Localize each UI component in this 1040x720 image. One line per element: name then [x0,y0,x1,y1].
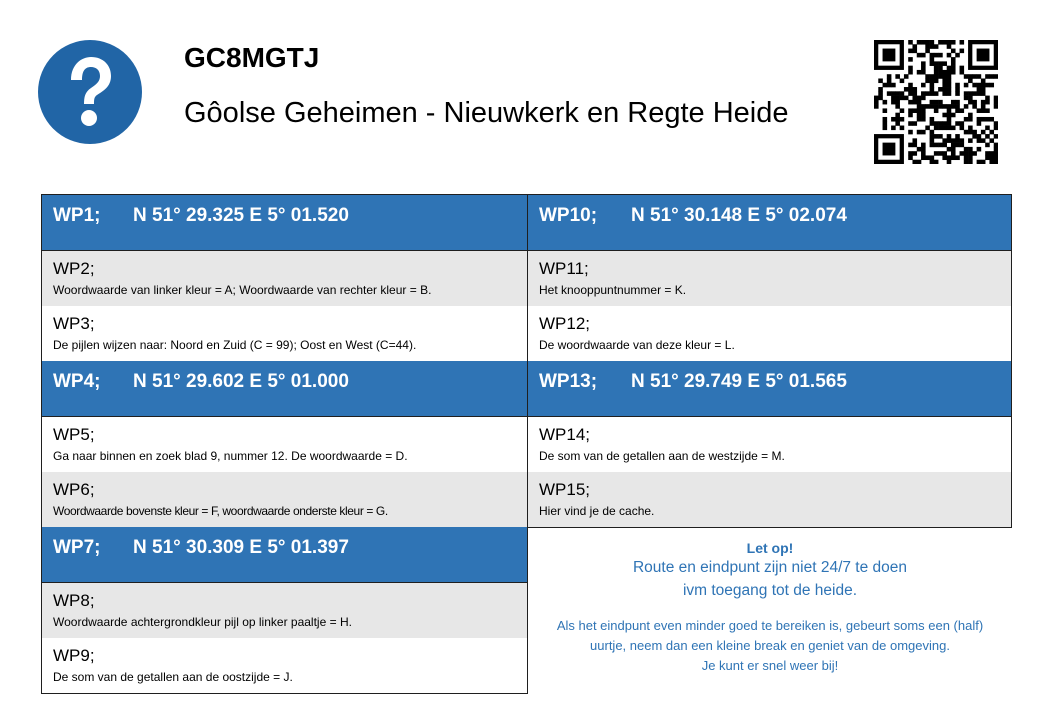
wp13-id: WP13; [539,371,598,392]
question-mark-icon [38,40,142,144]
waypoints-right-column [527,194,1012,528]
wp10-coordinates: N 51° 30.148 E 5° 02.074 [631,205,847,226]
notice-details-text: Als het eindpunt even minder goed te bereiken is, gebeurt soms een (half) uurtje, neem dan een kleine break en geniet van de omgeving. [556,618,984,653]
wp3-id: WP3; [53,314,95,333]
wp4-coordinates: N 51° 29.602 E 5° 01.000 [133,371,349,392]
waypoint-wp13 [528,361,1011,417]
waypoint-wp11 [528,251,1011,306]
wp5-instruction: Ga naar binnen en zoek blad 9, nummer 12. De woordwaarde = D. [53,449,408,463]
wp4-id: WP4; [53,371,101,392]
wp9-instruction: De som van de getallen aan de oostzijde = J. [53,670,293,684]
notice-details-text-2: Je kunt er snel weer bij! [701,658,839,673]
waypoint-wp15 [528,472,1011,527]
waypoint-wp14 [528,417,1011,472]
wp1-id: WP1; [53,205,101,226]
wp15-id: WP15; [539,480,591,499]
wp15-instruction: Hier vind je de cache. [539,504,655,518]
wp6-instruction: Woordwaarde bovenste kleur = F, woordwaarde onderste kleur = G. [53,504,388,518]
waypoint-wp1 [42,195,527,251]
wp14-instruction: De som van de getallen aan de westzijde = M. [539,449,785,463]
gc-code: GC8MGTJ [184,42,320,73]
cache-name: Gôolse Geheimen - Nieuwkerk en Regte Heide [184,97,789,129]
wp5-id: WP5; [53,425,95,444]
notice-details [528,616,1012,676]
waypoint-wp10 [528,195,1011,251]
wp2-instruction: Woordwaarde van linker kleur = A; Woordwaarde van rechter kleur = B. [53,283,432,297]
notice-box [528,530,1012,676]
wp13-coordinates: N 51° 29.749 E 5° 01.565 [631,371,847,392]
waypoint-wp8 [42,583,527,638]
qr-code-icon [874,40,998,164]
waypoint-wp5 [42,417,527,472]
wp8-instruction: Woordwaarde achtergrondkleur pijl op linker paaltje = H. [53,615,352,629]
wp2-id: WP2; [53,259,95,278]
wp9-id: WP9; [53,646,95,665]
waypoint-wp6 [42,472,527,527]
notice-line-2: ivm toegang tot de heide. [682,582,858,599]
notice-title: Let op! [746,540,794,556]
waypoint-wp4 [42,361,527,417]
wp7-id: WP7; [53,537,101,558]
wp1-coordinates: N 51° 29.325 E 5° 01.520 [133,205,349,226]
wp11-instruction: Het knooppuntnummer = K. [539,283,687,297]
wp10-id: WP10; [539,205,598,226]
waypoint-wp7 [42,527,527,583]
wp12-id: WP12; [539,314,591,333]
wp14-id: WP14; [539,425,591,444]
waypoint-wp3 [42,306,527,361]
waypoint-wp2 [42,251,527,306]
wp11-id: WP11; [539,259,589,278]
wp7-coordinates: N 51° 30.309 E 5° 01.397 [133,537,349,558]
waypoint-wp9 [42,638,527,693]
wp3-instruction: De pijlen wijzen naar: Noord en Zuid (C = 99); Oost en West (C=44). [53,338,417,352]
wp8-id: WP8; [53,591,95,610]
waypoint-wp12 [528,306,1011,361]
notice-line-1: Route en eindpunt zijn niet 24/7 te doen [632,559,908,576]
waypoints-left-column [41,194,528,694]
wp12-instruction: De woordwaarde van deze kleur = L. [539,338,735,352]
wp6-id: WP6; [53,480,95,499]
